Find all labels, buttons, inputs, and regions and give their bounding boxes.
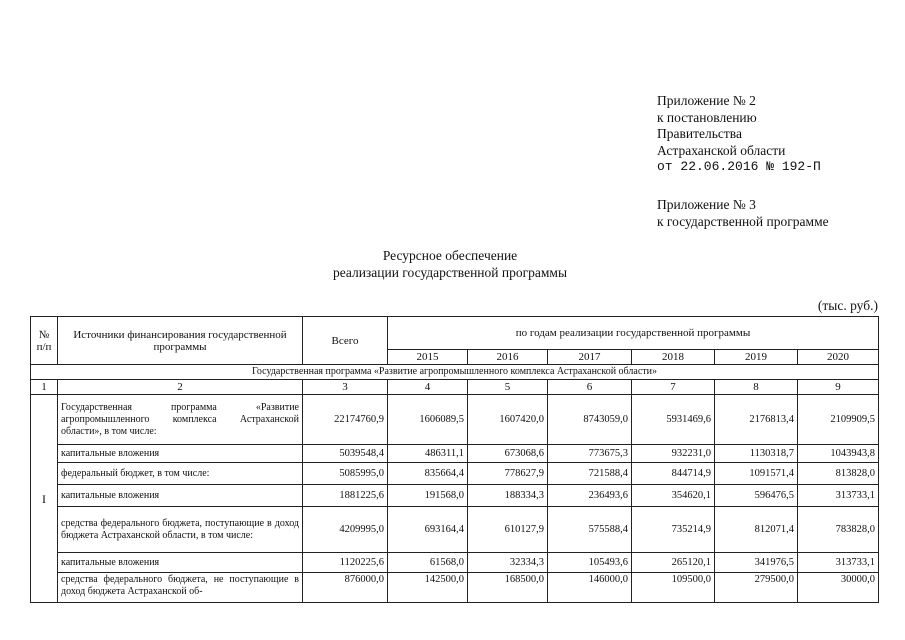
row-label: федеральный бюджет, в том числе: xyxy=(58,463,303,485)
row-value-2019: 1130318,7 xyxy=(715,445,798,463)
table-row xyxy=(31,507,879,553)
row-value-2018: 5931469,6 xyxy=(632,395,715,445)
row-value-2019: 279500,0 xyxy=(715,573,798,603)
row-value-2020: 313733,1 xyxy=(798,485,879,507)
row-total: 22174760,9 xyxy=(303,395,388,445)
document-title xyxy=(300,247,600,281)
row-value-2016: 32334,3 xyxy=(468,553,548,573)
row-value-2016: 610127,9 xyxy=(468,507,548,553)
row-value-2016: 778627,9 xyxy=(468,463,548,485)
year-2015: 2015 xyxy=(388,350,468,365)
row-value-2020: 313733,1 xyxy=(798,553,879,573)
annex-3-block xyxy=(657,197,829,230)
row-value-2016: 188334,3 xyxy=(468,485,548,507)
annex-2-decree: от 22.06.2016 № 192-П xyxy=(657,159,821,174)
header-sources: Источники финансирования государственной программы xyxy=(58,317,303,365)
row-value-2019: 1091571,4 xyxy=(715,463,798,485)
annex-3-line-2: к государственной программе xyxy=(657,213,829,229)
row-value-2015: 61568,0 xyxy=(388,553,468,573)
year-2018: 2018 xyxy=(632,350,715,365)
annex-2-title: Приложение № 2 xyxy=(657,93,756,108)
row-value-2018: 354620,1 xyxy=(632,485,715,507)
row-value-2017: 575588,4 xyxy=(548,507,632,553)
table-row xyxy=(31,445,879,463)
row-value-2020: 783828,0 xyxy=(798,507,879,553)
index-cell: 1 xyxy=(31,380,58,395)
year-2016: 2016 xyxy=(468,350,548,365)
row-label: Государственная программа «Развитие агропромышленного комплекса Астраханской области», в том числе: xyxy=(58,395,303,445)
row-value-2018: 844714,9 xyxy=(632,463,715,485)
row-value-2018: 265120,1 xyxy=(632,553,715,573)
program-caption: Государственная программа «Развитие агропромышленного комплекса Астраханской области» xyxy=(31,365,879,380)
row-value-2017: 236493,6 xyxy=(548,485,632,507)
index-cell: 5 xyxy=(468,380,548,395)
header-total: Всего xyxy=(303,317,388,365)
index-cell: 6 xyxy=(548,380,632,395)
row-value-2015: 835664,4 xyxy=(388,463,468,485)
year-2017: 2017 xyxy=(548,350,632,365)
row-value-2020: 813828,0 xyxy=(798,463,879,485)
row-label: средства федерального бюджета, не поступающие в доход бюджета Астраханской об- xyxy=(58,573,303,603)
header-number: № п/п xyxy=(31,317,58,365)
title-line-1: Ресурсное обеспечение xyxy=(382,248,518,263)
row-value-2017: 8743059,0 xyxy=(548,395,632,445)
row-value-2019: 812071,4 xyxy=(715,507,798,553)
row-label: капитальные вложения xyxy=(58,485,303,507)
index-row xyxy=(31,380,879,395)
row-value-2017: 146000,0 xyxy=(548,573,632,603)
row-total: 5085995,0 xyxy=(303,463,388,485)
row-value-2020: 1043943,8 xyxy=(798,445,879,463)
annex-2-line-4: Астраханской области xyxy=(657,142,786,158)
annex-2-line-2: к постановлению xyxy=(657,109,757,125)
year-2020: 2020 xyxy=(798,350,879,365)
row-value-2019: 341976,5 xyxy=(715,553,798,573)
row-total: 1120225,6 xyxy=(303,553,388,573)
table-row xyxy=(31,395,879,445)
units-label: (тыс. руб.) xyxy=(817,298,878,313)
row-value-2018: 109500,0 xyxy=(632,573,715,603)
index-cell: 9 xyxy=(798,380,879,395)
row-value-2020: 2109909,5 xyxy=(798,395,879,445)
resource-table xyxy=(30,316,879,603)
annex-2-line-3: Правительства xyxy=(657,126,742,141)
row-value-2015: 142500,0 xyxy=(388,573,468,603)
row-value-2016: 168500,0 xyxy=(468,573,548,603)
year-2019: 2019 xyxy=(715,350,798,365)
row-value-2015: 1606089,5 xyxy=(388,395,468,445)
index-cell: 3 xyxy=(303,380,388,395)
title-line-2: реализации государственной программы xyxy=(332,265,568,280)
header-years-group: по годам реализации государственной программы xyxy=(388,317,879,350)
row-value-2020: 30000,0 xyxy=(798,573,879,603)
index-cell: 8 xyxy=(715,380,798,395)
row-label: капитальные вложения xyxy=(58,445,303,463)
row-value-2015: 486311,1 xyxy=(388,445,468,463)
index-cell: 7 xyxy=(632,380,715,395)
row-value-2017: 773675,3 xyxy=(548,445,632,463)
row-value-2015: 693164,4 xyxy=(388,507,468,553)
table-row xyxy=(31,463,879,485)
row-total: 4209995,0 xyxy=(303,507,388,553)
row-value-2016: 1607420,0 xyxy=(468,395,548,445)
annex-3-title: Приложение № 3 xyxy=(657,197,756,212)
row-value-2016: 673068,6 xyxy=(468,445,548,463)
index-cell: 2 xyxy=(58,380,303,395)
row-value-2018: 735214,9 xyxy=(632,507,715,553)
row-total: 876000,0 xyxy=(303,573,388,603)
row-value-2018: 932231,0 xyxy=(632,445,715,463)
row-label: капитальные вложения xyxy=(58,553,303,573)
row-value-2017: 105493,6 xyxy=(548,553,632,573)
table-row xyxy=(31,573,879,603)
row-total: 5039548,4 xyxy=(303,445,388,463)
row-total: 1881225,6 xyxy=(303,485,388,507)
row-value-2017: 721588,4 xyxy=(548,463,632,485)
row-value-2019: 596476,5 xyxy=(715,485,798,507)
table-row xyxy=(31,485,879,507)
row-value-2015: 191568,0 xyxy=(388,485,468,507)
index-cell: 4 xyxy=(388,380,468,395)
table-row xyxy=(31,553,879,573)
row-value-2019: 2176813,4 xyxy=(715,395,798,445)
section-number: I xyxy=(31,395,58,603)
row-label: средства федерального бюджета, поступающие в доход бюджета Астраханской области, в том числе: xyxy=(58,507,303,553)
annex-2-block xyxy=(657,93,821,176)
